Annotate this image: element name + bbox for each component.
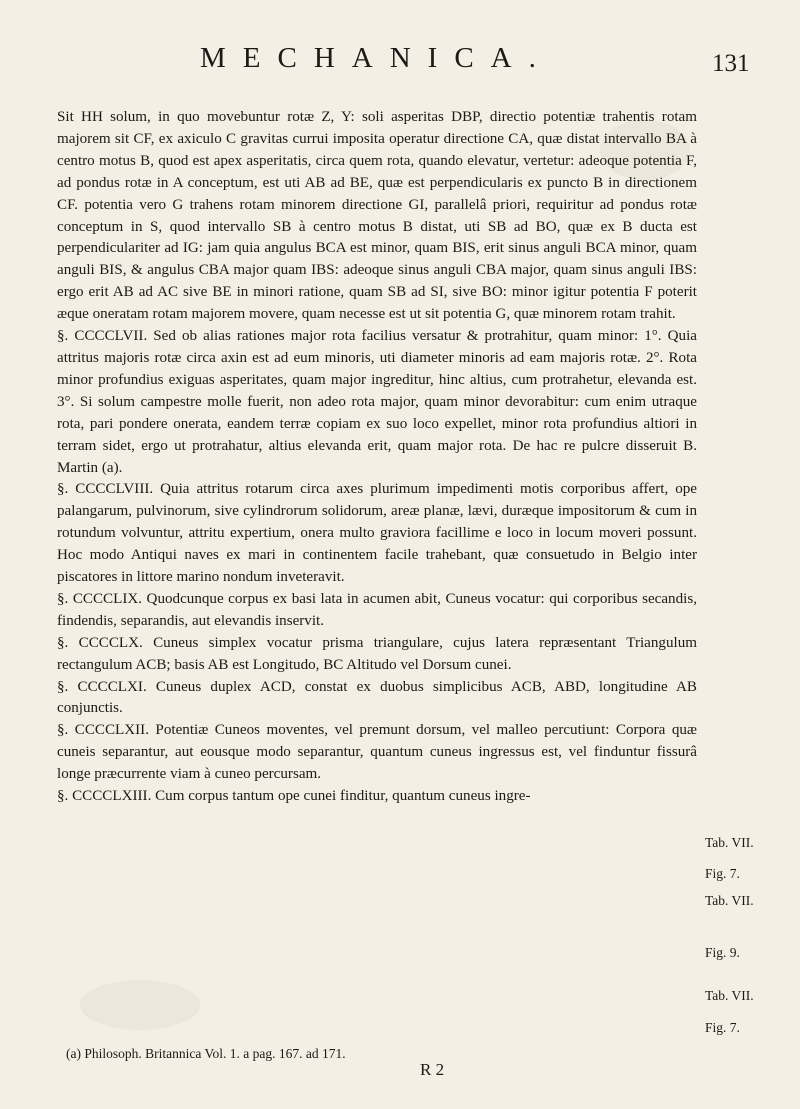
paper-stain (80, 980, 200, 1030)
margin-note-tab: Tab. VII. (705, 835, 754, 850)
running-title: MECHANICA. (200, 42, 553, 74)
margin-note-fig: Fig. 7. (705, 1020, 740, 1035)
section-4457: §. CCCCLVII. Sed ob alias rationes major rota facilius versatur & protrahitur, quam minor: 1°. Quia attritus majoris rotæ circa axin est ad eum minoris, uti diameter minoris ad eam majoris rotæ. 2°. Rota minor profundius exiguas asperitates, quam major ingreditur, hinc altius, cum protrahetur, elevanda est. 3°. Si solum campestre molle fuerit, non adeo rota major, quam minor devorabitur: cum enim utraque rota, pari pondere onerata, eandem terræ copiam ex suo loco expellet, minor rota profundius altiori in terram sidet, ergo ut protrahatur, altius elevanda erit, quam major rota. De hac re pulcre disseruit B. Martin (a). (57, 328, 697, 476)
footnote: (a) Philosoph. Britannica Vol. 1. a pag. 167. ad 171. (66, 1046, 346, 1061)
section-4460: §. CCCCLX. Cuneus simplex vocatur prisma triangulare, cujus latera repræsentant Triangulum rectangulum ACB; basis AB est Longitudo, BC Altitudo vel Dorsum cunei. (57, 634, 697, 673)
paragraph-intro: Sit HH solum, in quo movebuntur rotæ Z, Y: soli asperitas DBP, directio potentiæ trahentis rotam majorem sit CF, ex axiculo C gravitas currui imposita operatur directione CA, quæ distat intervallo BA à centro motus B, quod est apex asperitatis, circa quem rota, quando elevatur, vertetur: adeoque potentia F, ad pondus rotæ in A conceptum, est uti AB ad BE, quæ est perpendicularis ex puncto B in directionem CF. potentia vero G trahens rotam minorem directione GI, parallelâ priori, requiritur ad pondus rotæ conceptum in S, quod intervallo SB à centro motus B distat, uti SB ad BO, quæ ex B ducta est perpendiculariter ad IG: jam quia angulus BCA est minor, quam BIS, erit sinus anguli BCA minor, quam anguli BIS, & angulus CBA major quam IBS: adeoque sinus anguli CBA major, quam sinus anguli IBS: ergo erit AB ad AC sive BE in minori ratione, quam SB ad SI, sive BO: minor igitur potentia F poterit æque oneratam rotam majorem movere, quam necesse est ut sit potentia G, quæ minorem rotam trahit. (57, 109, 697, 323)
page-number: 131 (712, 50, 750, 77)
margin-note-tab: Tab. VII. (705, 988, 754, 1003)
main-text (57, 107, 697, 808)
section-4463: §. CCCCLXIII. Cum corpus tantum ope cunei finditur, quantum cuneus ingre- (57, 788, 531, 805)
section-4459: §. CCCCLIX. Quodcunque corpus ex basi lata in acumen abit, Cuneus vocatur: qui corporibus secandis, findendis, separandis, aut elevandis inservit. (57, 590, 697, 629)
running-head (0, 40, 800, 90)
section-4461: §. CCCCLXI. Cuneus duplex ACD, constat ex duobus simplicibus ACB, ABD, longitudine AB conjunctis. (57, 678, 697, 717)
margin-note-fig: Fig. 9. (705, 945, 740, 960)
signature-mark: R 2 (420, 1060, 445, 1079)
section-4458: §. CCCCLVIII. Quia attritus rotarum circa axes plurimum impedimenti motis corporibus affert, ope palangarum, pulvinorum, sive cylindrorum solidorum, areæ planæ, lævi, duræque impositorum & cum in rotundum volvuntur, attritu expertium, onera multo graviora facillime e loco in locum moveri possunt. Hoc modo Antiqui naves ex mari in continentem facile trahebant, quæ consuetudo in Belgio inter piscatores in littore marino nondum inveteravit. (57, 481, 697, 586)
section-4462: §. CCCCLXII. Potentiæ Cuneos moventes, vel premunt dorsum, vel malleo percutiunt: Corpora quæ cuneis separantur, aut eousque modo separantur, quantum cuneus ingressus est, vel finduntur fissurâ longe præcurrente viam à cuneo percursam. (57, 722, 697, 783)
margin-note-fig: Fig. 7. (705, 866, 740, 881)
margin-note-tab: Tab. VII. (705, 893, 754, 908)
